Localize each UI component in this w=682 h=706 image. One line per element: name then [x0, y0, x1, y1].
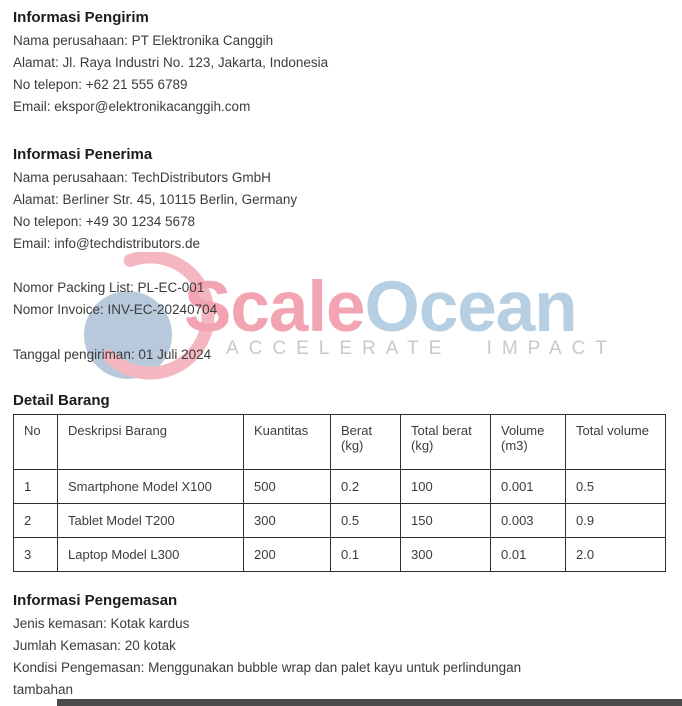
table-header-row [14, 415, 666, 470]
sender-info-line: Nama perusahaan: PT Elektronika Canggih [13, 33, 274, 48]
table-cell: 100 [401, 470, 491, 504]
receiver-section [13, 144, 669, 255]
table-column-header: No [14, 415, 58, 470]
receiver-lines [13, 167, 669, 255]
table-cell: 0.9 [566, 504, 666, 538]
sender-heading: Informasi Pengirim [13, 9, 149, 26]
table-cell: Smartphone Model X100 [58, 470, 244, 504]
packaging-info-line: Jumlah Kemasan: 20 kotak [13, 638, 176, 653]
table-cell: 0.003 [491, 504, 566, 538]
sender-lines [13, 30, 669, 118]
invoice-number: Nomor Invoice: INV-EC-20240704 [13, 302, 218, 317]
table-row [14, 538, 666, 572]
items-table-heading: Detail Barang [13, 392, 110, 409]
table-cell: 1 [14, 470, 58, 504]
table-column-header: Deskripsi Barang [58, 415, 244, 470]
sender-info-line: No telepon: +62 21 555 6789 [13, 77, 188, 92]
table-column-header: Total berat (kg) [401, 415, 491, 470]
table-cell: Tablet Model T200 [58, 504, 244, 538]
packaging-lines [13, 613, 669, 701]
sender-info-line: Alamat: Jl. Raya Industri No. 123, Jakarta, Indonesia [13, 55, 329, 70]
table-column-header: Total volume [566, 415, 666, 470]
table-cell: 150 [401, 504, 491, 538]
table-cell: 0.5 [566, 470, 666, 504]
table-column-header: Volume (m3) [491, 415, 566, 470]
table-column-header: Kuantitas [244, 415, 331, 470]
table-cell: 2.0 [566, 538, 666, 572]
table-row [14, 504, 666, 538]
table-cell: 200 [244, 538, 331, 572]
watermark-scale-text: Scale [184, 268, 365, 347]
table-cell: 3 [14, 538, 58, 572]
table-cell: 0.1 [331, 538, 401, 572]
receiver-info-line: Alamat: Berliner Str. 45, 10115 Berlin, Germany [13, 192, 298, 207]
packaging-heading: Informasi Pengemasan [13, 592, 178, 609]
shipping-date: Tanggal pengiriman: 01 Juli 2024 [13, 347, 212, 362]
table-row [14, 470, 666, 504]
table-cell: Laptop Model L300 [58, 538, 244, 572]
receiver-info-line: Nama perusahaan: TechDistributors GmbH [13, 170, 271, 185]
table-cell: 0.01 [491, 538, 566, 572]
items-table [13, 414, 666, 572]
receiver-info-line: No telepon: +49 30 1234 5678 [13, 214, 196, 229]
table-cell: 300 [401, 538, 491, 572]
table-column-header: Berat (kg) [331, 415, 401, 470]
watermark-ocean-text: Ocean [364, 268, 577, 347]
document-refs [13, 277, 669, 321]
table-cell: 0.001 [491, 470, 566, 504]
table-cell: 500 [244, 470, 331, 504]
table-cell: 300 [244, 504, 331, 538]
table-cell: 2 [14, 504, 58, 538]
table-cell: 0.2 [331, 470, 401, 504]
receiver-heading: Informasi Penerima [13, 146, 153, 163]
packaging-info-line: Jenis kemasan: Kotak kardus [13, 616, 190, 631]
table-body [14, 470, 666, 572]
table-cell: 0.5 [331, 504, 401, 538]
receiver-info-line: Email: info@techdistributors.de [13, 236, 201, 251]
sender-info-line: Email: ekspor@elektronikacanggih.com [13, 99, 251, 114]
packaging-info-line: Kondisi Pengemasan: Menggunakan bubble wrap dan palet kayu untuk perlindungan tambahan [13, 660, 522, 697]
watermark-tagline: ACCELERATE IMPACT [226, 338, 617, 359]
packing-list-number: Nomor Packing List: PL-EC-001 [13, 280, 205, 295]
sender-section [13, 7, 669, 118]
